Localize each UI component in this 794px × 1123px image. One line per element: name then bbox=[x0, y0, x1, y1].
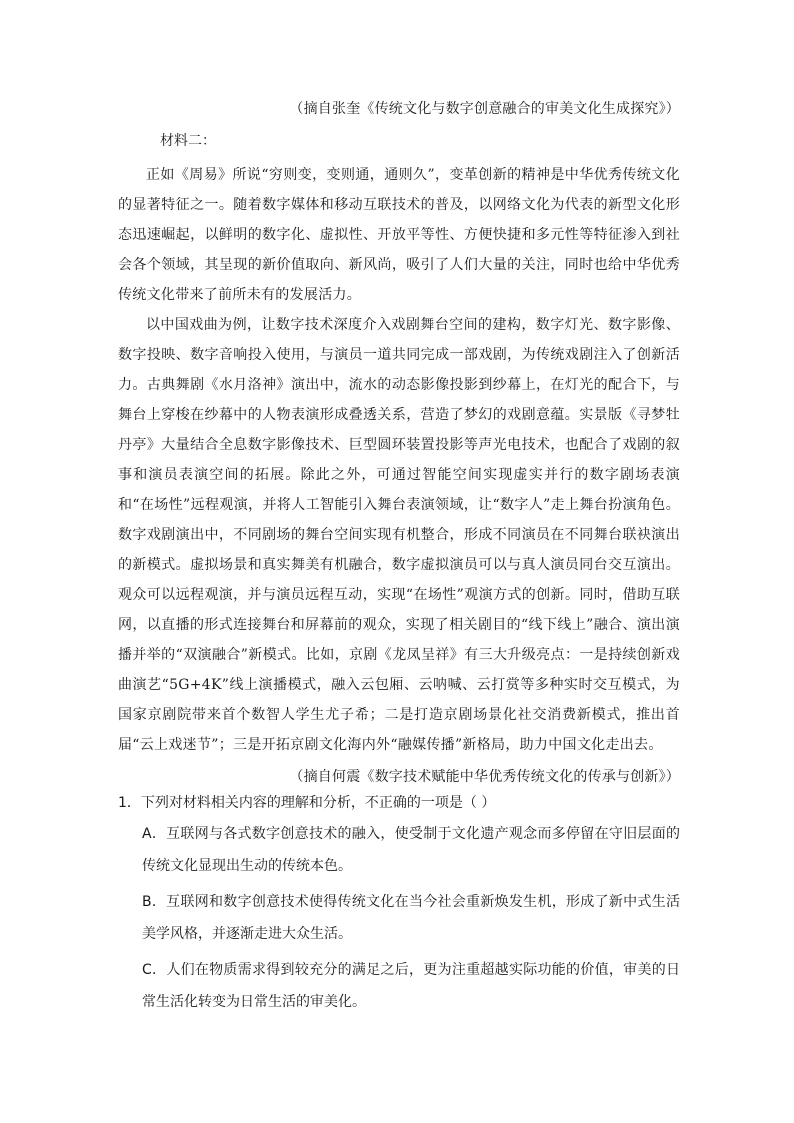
document-page bbox=[118, 98, 680, 1018]
material2-paragraph-1: 正如《周易》所说“穷则变，变则通，通则久”，变革创新的精神是中华优秀传统文化的显著特征之一。随着数字媒体和移动互联技术的普及，以网络文化为代表的新型文化形态迅速崛起，以鲜明的数字化、虚拟性、开放平等性、方便快捷和多元性等特征渗入到社会各个领域，其呈现的新价值取向、新风尚，吸引了人们大量的关注，同时也给中华优秀传统文化带来了前所未有的发展活力。 bbox=[118, 167, 680, 303]
option-a: A．互联网与各式数字创意技术的融入，使受制于文化遗产观念而多停留在守旧层面的传统文化显现出生动的传统本色。 bbox=[142, 826, 680, 874]
material2-paragraph-2: 以中国戏曲为例，让数字技术深度介入戏剧舞台空间的建构，数字灯光、数字影像、数字投映、数字音响投入使用，与演员一道共同完成一部戏剧，为传统戏剧注入了创新活力。古典舞剧《水月洛神》演出中，流水的动态影像投影到纱幕上，在灯光的配合下，与舞台上穿梭在纱幕中的人物表演形成叠透关系，营造了梦幻的戏剧意蕴。实景版《寻梦牡丹亭》大量结合全息数字影像技术、巨型圆环装置投影等声光电技术，也配合了戏剧的叙事和演员表演空间的拓展。除此之外，可通过智能空间实现虚实并行的数字剧场表演和“在场性”远程观演，并将人工智能引入舞台表演领域，让“数字人”走上舞台扮演角色。数字戏剧演出中，不同剧场的舞台空间实现有机整合，形成不同演员在不同舞台联袂演出的新模式。虚拟场景和真实舞美有机融合，数字虚拟演员可以与真人演员同台交互演出。观众可以远程观演，并与演员远程互动，实现“在场性”观演方式的创新。同时，借助互联网，以直播的形式连接舞台和屏幕前的观众，实现了相关剧目的“线下线上”融合、演出演播并举的“双演融合”新模式。比如，京剧《龙凤呈祥》有三大升级亮点：一是持续创新戏曲演艺“5G+4K”线上演播模式，融入云包厢、云呐喊、云打赏等多种实时交互模式，为国家京剧院带来首个数智人学生尤子希；二是打造京剧场景化社交消费新模式，推出首届“云上戏迷节”；三是开拓京剧文化海内外“融媒传播”新格局，助力中国文化走出去。 bbox=[118, 317, 680, 753]
option-c: C．人们在物质需求得到较充分的满足之后，更为注重超越实际功能的价值，审美的日常生活化转变为日常生活的审美化。 bbox=[142, 962, 680, 1010]
question-stem: 1．下列对材料相关内容的理解和分析，不正确的一项是（ ） bbox=[118, 795, 496, 811]
option-b: B．互联网和数字创意技术使得传统文化在当今社会重新焕发生机，形成了新中式生活美学风格，并逐渐走进大众生活。 bbox=[142, 894, 680, 942]
material2-heading: 材料二： bbox=[160, 133, 216, 149]
material2-source: （摘自何震《数字技术赋能中华优秀传统文化的传承与创新》） bbox=[289, 769, 680, 785]
material1-source: （摘自张奎《传统文化与数字创意融合的审美文化生成探究》） bbox=[289, 101, 680, 117]
